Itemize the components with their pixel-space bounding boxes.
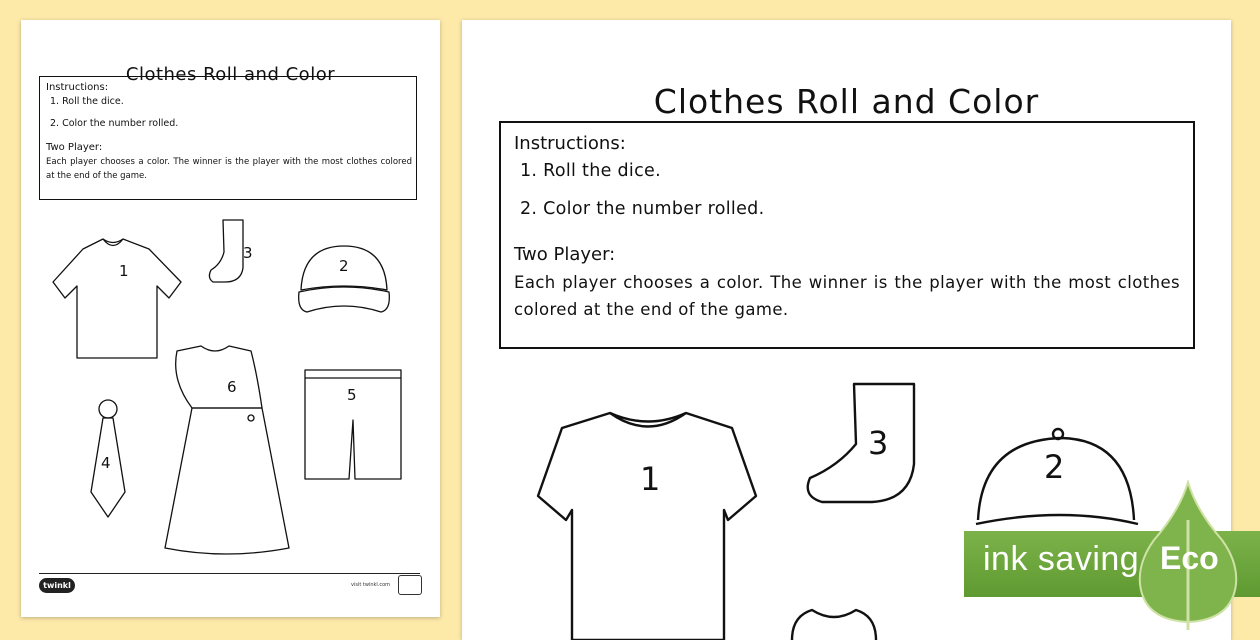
ink-saving-label: ink saving	[983, 540, 1140, 578]
tie-number: 4	[101, 454, 111, 472]
eco-label: Eco	[1160, 540, 1219, 576]
instructions-heading-large: Instructions:	[514, 133, 626, 154]
worksheet-thumbnail[interactable]	[21, 20, 440, 617]
shorts-number: 5	[347, 386, 357, 404]
tshirt-number: 1	[119, 262, 129, 280]
instruction-step-2: 2. Color the number rolled.	[50, 118, 179, 129]
dress-number: 6	[227, 378, 237, 396]
footer-url: visit twinkl.com	[351, 582, 391, 588]
quality-badge-icon	[398, 575, 422, 595]
clothes-illustrations	[21, 20, 440, 617]
cap-number: 2	[339, 257, 349, 275]
sock-number: 3	[243, 244, 253, 262]
dress-outline	[176, 346, 262, 408]
tie-knot	[99, 400, 117, 418]
two-player-heading-large: Two Player:	[514, 244, 616, 265]
cap-number-large: 2	[1044, 448, 1065, 486]
twinkl-logo: twinkl	[39, 578, 75, 593]
instruction-step-1-large: 1. Roll the dice.	[520, 161, 661, 181]
two-player-heading: Two Player:	[46, 142, 103, 153]
page-title: Clothes Roll and Color	[125, 64, 336, 85]
tshirt-number-large: 1	[640, 460, 661, 498]
two-player-text: Each player chooses a color. The winner is the player with the most clothes colored at the end of the game.	[46, 157, 412, 181]
sock-outline-large	[808, 384, 914, 502]
tshirt-outline-large	[538, 413, 756, 640]
instruction-step-2-large: 2. Color the number rolled.	[520, 199, 765, 219]
two-player-text-large: Each player chooses a color. The winner is the player with the most clothes colored at the end of the game.	[514, 273, 1180, 319]
sock-outline	[209, 220, 243, 282]
sock-number-large: 3	[868, 424, 889, 462]
instructions-heading: Instructions:	[46, 82, 109, 93]
dress-top-large	[792, 610, 876, 640]
instruction-step-1: 1. Roll the dice.	[50, 96, 124, 107]
footer-divider	[39, 573, 420, 574]
page-title-large: Clothes Roll and Color	[653, 82, 1040, 121]
tshirt-outline	[53, 239, 181, 358]
